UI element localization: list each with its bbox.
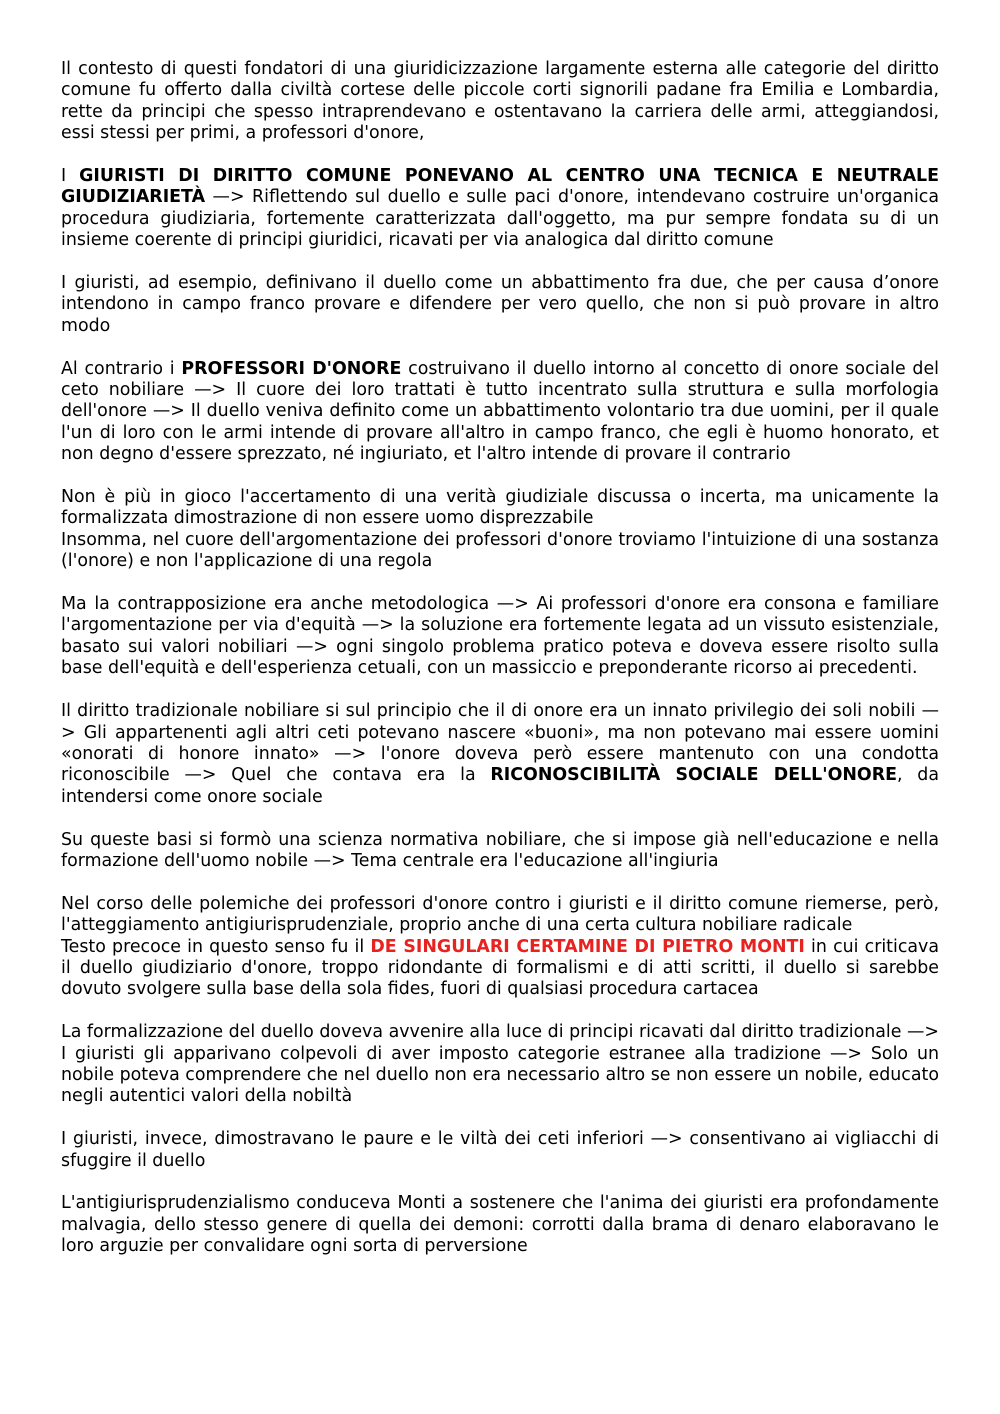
paragraph (61, 701, 939, 808)
text-run: I giuristi, ad esempio, definivano il duello come un abbattimento fra due, che per causa d’onore intendono in campo franco provare e difendere per vero quello, che non si può provare in altro modo (61, 273, 939, 336)
text-run: in cui criticava il duello giudiziario d'onore, troppo ridondante di formalismi e di atti scritti, il duello si sarebbe dovuto svolgere sulla base della sola fides, fuori di qualsiasi procedura cartacea (61, 936, 940, 1000)
paragraph (61, 594, 939, 680)
bold-heading-riconoscibilita: RICONOSCIBILITÀ SOCIALE DELL'ONORE (490, 765, 897, 786)
paragraph (61, 273, 939, 337)
paragraph (61, 1022, 939, 1108)
paragraph (61, 359, 939, 466)
text-run: Non è più in gioco l'accertamento di una verità giudiziale discussa o incerta, ma unicamente la formalizzata dimostrazione di non essere uomo disprezzabile (61, 487, 939, 529)
paragraph (61, 1193, 939, 1257)
paragraph (61, 59, 939, 145)
text-run: I (61, 166, 80, 187)
text-run: I giuristi, invece, dimostravano le paure e le viltà dei ceti inferiori —> consentivano ai vigliacchi di sfuggire il duello (61, 1129, 939, 1171)
text-run: Testo precoce in questo senso fu il (61, 936, 371, 957)
paragraph (61, 1129, 939, 1172)
red-heading-de-singulari: DE SINGULARI CERTAMINE DI PIETRO MONTI (370, 936, 805, 957)
bold-heading-professori: PROFESSORI D'ONORE (181, 358, 402, 379)
text-run: La formalizzazione del duello doveva avvenire alla luce di principi ricavati dal diritto tradizionale —> I giuristi gli apparivano colpevoli di aver imposto categorie estranee alla tradizione —> Solo un nobile poteva comprendere che nel duello non era necessario altro se non essere un nobile, educato negli autentici valori della nobiltà (61, 1022, 939, 1107)
text-run: Su queste basi si formò una scienza normativa nobiliare, che si impose già nell'educazione e nella formazione dell'uomo nobile —> Tema centrale era l'educazione all'ingiuria (61, 829, 939, 871)
paragraph (61, 530, 939, 573)
paragraph (61, 487, 939, 530)
text-run: Ma la contrapposizione era anche metodologica —> Ai professori d'onore era consona e familiare l'argomentazione per via d'equità —> la soluzione era fortemente legata ad un vissuto esistenziale, basato sui valori nobiliari —> ogni singolo problema pratico poteva e doveva essere risolto sulla base dell'equità e dell'esperienza cetuali, con un massiccio e preponderante ricorso ai precedenti. (61, 594, 939, 679)
text-run: Il contesto di questi fondatori di una giuridicizzazione largamente esterna alle categorie del diritto comune fu offerto dalla civiltà cortese delle piccole corti signorili padane fra Emilia e Lombardia, rette da principi che spesso intraprendevano e ostentavano la carriera delle armi, atteggiandosi, essi stessi per primi, a professori d'onore, (61, 59, 939, 144)
text-run: , da intendersi come onore sociale (61, 765, 939, 807)
text-run: Nel corso delle polemiche dei professori d'onore contro i giuristi e il diritto comune riemerse, però, l'atteggiamento antigiurisprudenziale, proprio anche di una certa cultura nobiliare radicale (61, 893, 939, 936)
text-run: costruivano il duello intorno al concetto di onore sociale del ceto nobiliare —> Il cuore dei loro trattati è tutto incentrato sulla struttura e sulla morfologia dell'onore —> Il duello veniva definito come un abbattimento volontario tra due uomini, per il quale l'un di loro con le armi intende di provare all'altro in campo franco, che egli è huomo honorato, et non degno d'essere sprezzato, né ingiuriato, et l'altro intende di provare il contrario (61, 358, 939, 465)
paragraph (61, 937, 939, 1001)
paragraph (61, 166, 939, 252)
document-page (61, 59, 939, 1258)
text-run: Insomma, nel cuore dell'argomentazione dei professori d'onore troviamo l'intuizione di una sostanza (l'onore) e non l'applicazione di una regola (61, 529, 939, 572)
text-run: —> Riflettendo sul duello e sulle paci d'onore, intendevano costruire un'organica procedura giudiziaria, fortemente caratterizzata dall'oggetto, ma pur sempre fondata su di un insieme coerente di principi giuridici, ricavati per via analogica dal diritto comune (61, 187, 939, 251)
paragraph (61, 830, 939, 873)
text-run: L'antigiurisprudenzialismo conduceva Monti a sostenere che l'anima dei giuristi era profondamente malvagia, dello stesso genere di quella dei demoni: corrotti dalla brama di denaro elaboravano le loro arguzie per convalidare ogni sorta di perversione (61, 1193, 939, 1257)
paragraph (61, 894, 939, 937)
bold-heading-giuristi: GIURISTI DI DIRITTO COMUNE PONEVANO AL CENTRO UNA TECNICA E NEUTRALE GIUDIZIARIETÀ (61, 166, 939, 208)
text-run: Il diritto tradizionale nobiliare si sul principio che il di onore era un innato privilegio dei soli nobili —> Gli appartenenti agli altri ceti potevano nascere «buoni», ma non potevano mai essere uomini «onorati di honore innato» —> l'onore doveva però essere mantenuto con una condotta riconoscibile —> Quel che contava era la (61, 701, 939, 786)
text-run: Al contrario i (61, 358, 182, 379)
